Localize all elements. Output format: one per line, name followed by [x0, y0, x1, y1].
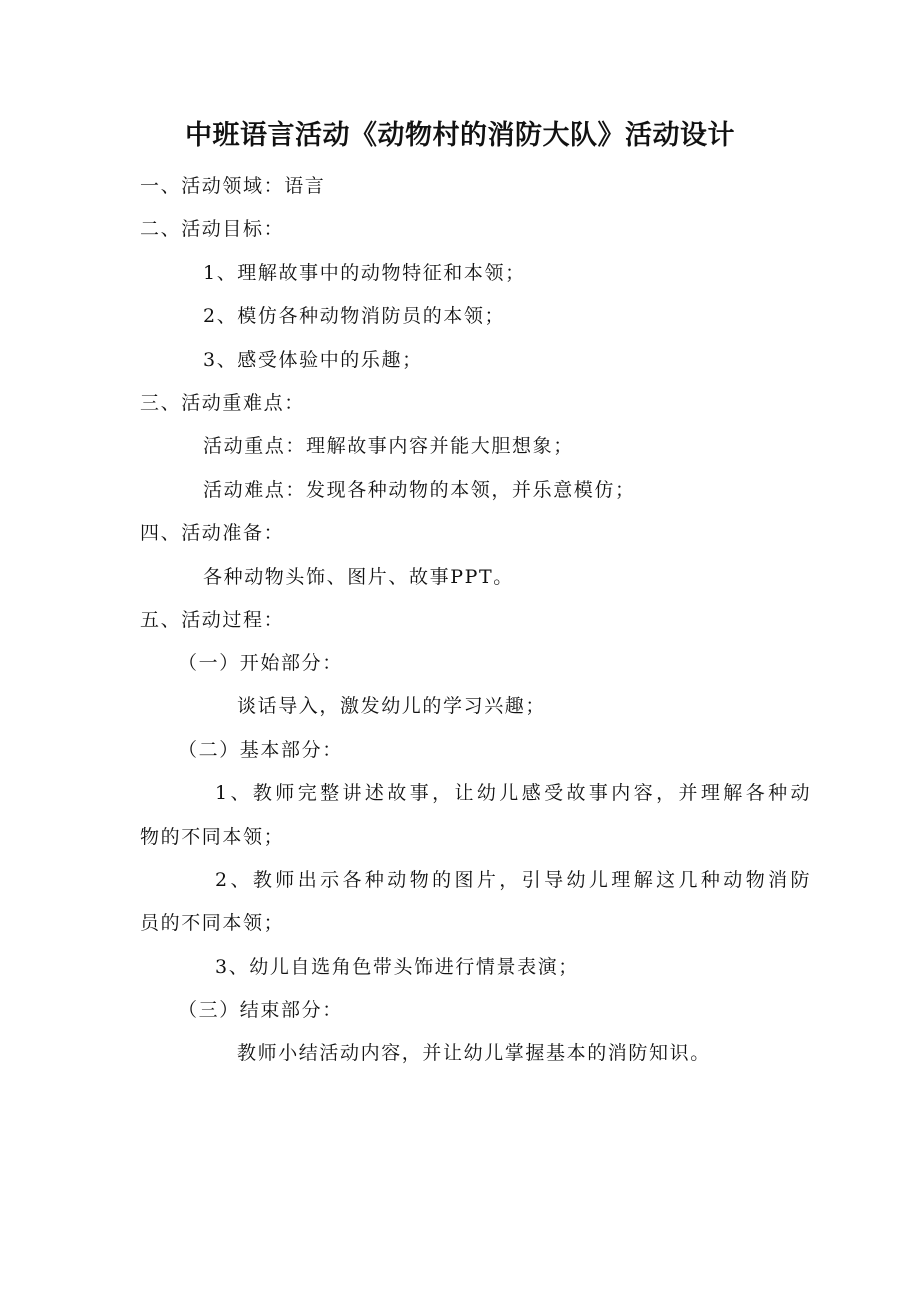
key-point: 活动重点：理解故事内容并能大胆想象； — [203, 435, 574, 457]
process-part-2-item-1-line-1: 1、教师完整讲述故事，让幼儿感受故事内容，并理解各种动 — [215, 782, 813, 804]
process-part-2-item-1-line-2: 物的不同本领； — [140, 826, 285, 848]
section-activity-goals: 二、活动目标： — [140, 218, 285, 240]
section-activity-domain: 一、活动领域：语言 — [140, 175, 326, 197]
section-key-difficult-points: 三、活动重难点： — [140, 392, 305, 414]
goal-item-1: 1、理解故事中的动物特征和本领； — [203, 262, 526, 284]
section-process: 五、活动过程： — [140, 609, 285, 631]
process-part-1-heading: （一）开始部分： — [178, 652, 343, 674]
process-part-2-item-2-line-1: 2、教师出示各种动物的图片，引导幼儿理解这几种动物消防 — [215, 869, 813, 891]
process-part-2-item-3: 3、幼儿自选角色带头饰进行情景表演； — [215, 956, 579, 978]
process-part-2-heading: （二）基本部分： — [178, 739, 343, 761]
process-part-3-text: 教师小结活动内容，并让幼儿掌握基本的消防知识。 — [237, 1042, 711, 1064]
goal-item-3: 3、感受体验中的乐趣； — [203, 349, 423, 371]
section-preparation: 四、活动准备： — [140, 522, 285, 544]
goal-item-2: 2、模仿各种动物消防员的本领； — [203, 305, 506, 327]
process-part-1-text: 谈话导入，激发幼儿的学习兴趣； — [237, 695, 547, 717]
process-part-3-heading: （三）结束部分： — [178, 999, 343, 1021]
process-part-2-item-2-line-2: 员的不同本领； — [140, 912, 285, 934]
difficult-point: 活动难点：发现各种动物的本领，并乐意模仿； — [203, 479, 636, 501]
document-title: 中班语言活动《动物村的消防大队》活动设计 — [185, 120, 735, 151]
preparation-text: 各种动物头饰、图片、故事PPT。 — [203, 566, 514, 588]
